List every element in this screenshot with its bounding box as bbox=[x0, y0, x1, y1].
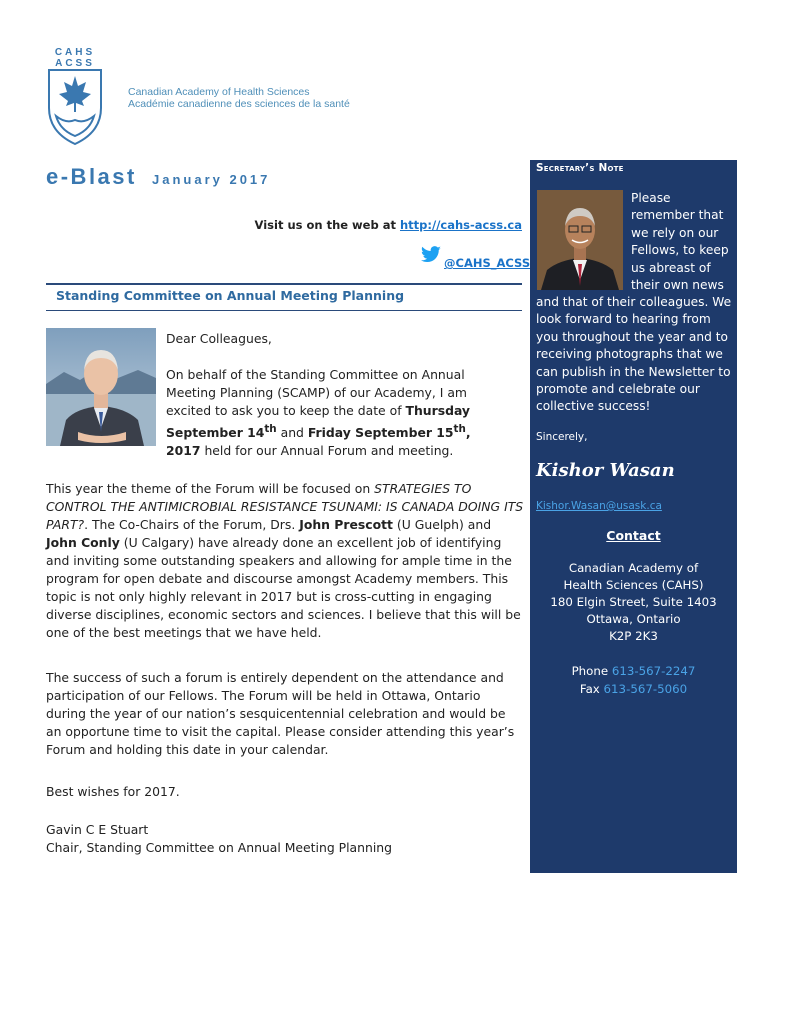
eblast-title: e-Blast bbox=[46, 164, 137, 189]
twitter-handle-link[interactable]: @CAHS_ACSS bbox=[444, 256, 531, 270]
section-rule-bottom bbox=[46, 310, 522, 311]
logo-text-top: CAHS bbox=[54, 47, 96, 58]
org-name-fr: Académie canadienne des sciences de la santé bbox=[128, 98, 350, 110]
signatory-title: Chair, Standing Committee on Annual Meeting Planning bbox=[46, 840, 393, 855]
section-title: Standing Committee on Annual Meeting Planning bbox=[56, 288, 405, 303]
issue-date: January 2017 bbox=[152, 172, 271, 187]
secretary-email-link[interactable]: Kishor.Wasan@usask.ca bbox=[536, 500, 662, 512]
contact-heading: Contact bbox=[606, 528, 661, 543]
sidebar-sincerely: Sincerely, bbox=[536, 431, 588, 443]
phone-number-link[interactable]: 613-567-2247 bbox=[611, 664, 696, 678]
letter-greeting: Dear Colleagues, bbox=[166, 331, 272, 346]
forum-theme: STRATEGIES TO CONTROL THE ANTIMICROBIAL RESISTANCE TSUNAMI: IS CANADA DOING ITS PART? bbox=[46, 481, 524, 532]
twitter-icon[interactable] bbox=[420, 246, 442, 264]
address-line: K2P 2K3 bbox=[609, 629, 658, 643]
cochair-prescott: John Prescott bbox=[299, 517, 393, 532]
letter-paragraph-theme: This year the theme of the Forum will be focused on STRATEGIES TO CONTROL THE ANTIMICROBIAL RESISTANCE TSUNAMI: IS CANADA DOING ITS PART?. The Co-Chairs of the Forum, Drs. John Prescott (U Guelph) and John Conly (U Calgary) have already done an excellent job of identifying and inviting some outstanding speakers and allowing for ample time in the program for open debate and discourse amongst Academy members. This topic is not only highly relevant in 2017 but is cross-cutting in engaging diverse disciplines, economic sectors and sciences. I believe that this will be one of the best meetings that we have held. bbox=[46, 481, 524, 640]
contact-fax: Fax 613-567-5060 bbox=[579, 682, 688, 696]
web-line bbox=[255, 218, 522, 232]
address-line: Ottawa, Ontario bbox=[586, 612, 681, 626]
cahs-logo bbox=[46, 46, 104, 146]
logo-text-bottom: ACSS bbox=[55, 58, 95, 69]
secretary-note-top: Please remember that we rely on our Fellows, to keep us abreast of their own news bbox=[631, 191, 729, 293]
letter-closing: Best wishes for 2017. bbox=[46, 784, 180, 799]
letter-paragraph-attendance: The success of such a forum is entirely dependent on the attendance and participation of our Fellows. The Forum will be held in Ottawa, Ontario during the year of our nation’s sesquicentennial celebration and would be an opportune time to visit the capital. Please consider attending this year’s Forum and holding this date in your calendar. bbox=[46, 670, 515, 757]
letter-intro: On behalf of the Standing Committee on Annual Meeting Planning (SCAMP) of our Academy, I am excited to ask you to keep the date of Thursday September 14th and Friday September 15th, 2017 held for our Annual Forum and meeting. bbox=[166, 367, 471, 459]
secretary-signature: Kishor Wasan bbox=[536, 460, 675, 481]
website-link[interactable]: http://cahs-acss.ca bbox=[399, 218, 522, 232]
secretary-photo bbox=[537, 190, 623, 290]
section-rule-top bbox=[46, 283, 522, 285]
secretary-note-rest: and that of their colleagues. We look forward to hearing from you throughout the year and to receiving photographs that we can publish in the Newsletter to promote and celebrate our collective success! bbox=[536, 295, 732, 414]
web-prefix: Visit us on the web at bbox=[254, 218, 400, 232]
date-friday: Friday September 15 bbox=[307, 425, 454, 441]
org-name-en: Canadian Academy of Health Sciences bbox=[128, 86, 310, 98]
address-line: Canadian Academy of bbox=[568, 561, 699, 575]
cochair-conly: John Conly bbox=[46, 535, 120, 550]
sidebar-heading: Secretary’s Note bbox=[536, 162, 624, 174]
address-line: 180 Elgin Street, Suite 1403 bbox=[550, 595, 717, 609]
signatory-name: Gavin C E Stuart bbox=[46, 822, 149, 837]
date-thursday: Thursday September 14 bbox=[166, 403, 471, 441]
fax-number: 613-567-5060 bbox=[603, 682, 688, 696]
contact-phone: Phone 613-567-2247 bbox=[571, 664, 696, 678]
address-line: Health Sciences (CAHS) bbox=[563, 578, 704, 592]
chair-photo bbox=[46, 328, 156, 446]
